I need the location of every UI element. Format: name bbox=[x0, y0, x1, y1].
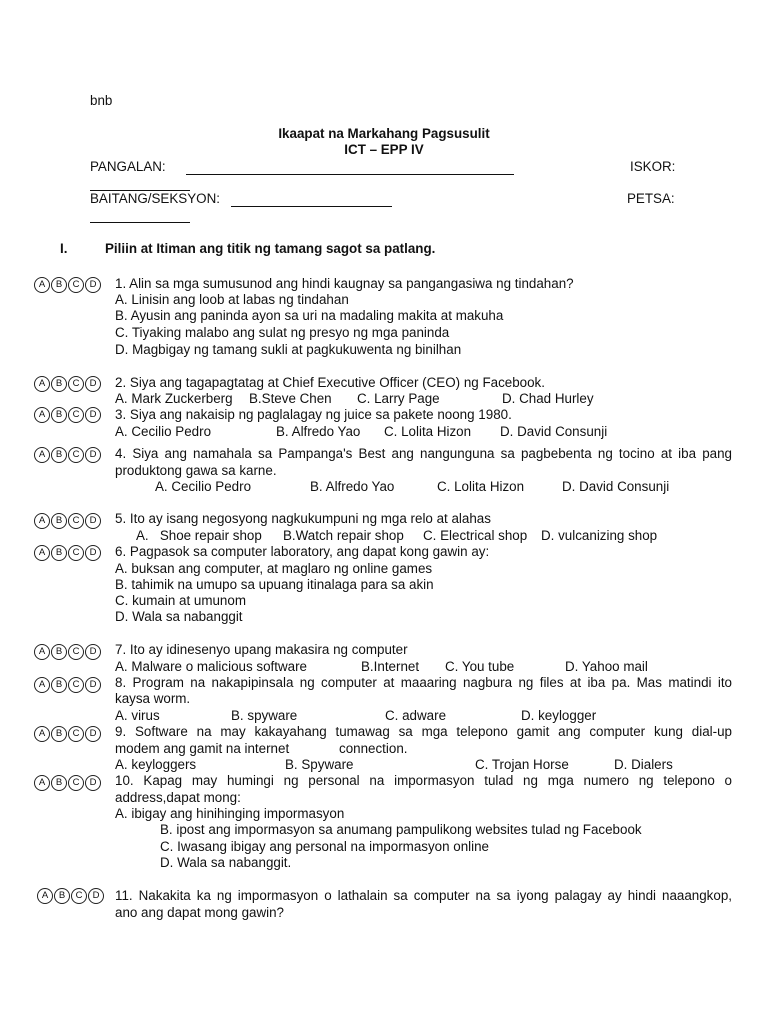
choice-6a: A. buksan ang computer, at maglaro ng online games bbox=[115, 561, 433, 576]
choice-9c: C. Trojan Horse bbox=[475, 757, 569, 772]
choice-8d: D. keylogger bbox=[521, 708, 597, 723]
question-10-line2: address,dapat mong: bbox=[115, 790, 241, 805]
name-label: PANGALAN: bbox=[90, 159, 166, 174]
bubble-b[interactable]: B bbox=[51, 644, 67, 660]
bubble-d[interactable]: D bbox=[85, 726, 101, 742]
bubble-b[interactable]: B bbox=[51, 407, 67, 423]
choice-3a: A. Cecilio Pedro bbox=[115, 424, 212, 439]
bubble-b[interactable]: B bbox=[51, 775, 67, 791]
question-3: 3. Siya ang nakaisip ng paglalagay ng juice sa pakete noong 1980. bbox=[115, 407, 512, 422]
choice-6d: D. Wala sa nabanggit bbox=[115, 609, 243, 624]
choice-9b: B. Spyware bbox=[285, 757, 354, 772]
bubble-c[interactable]: C bbox=[68, 376, 84, 392]
bubble-a[interactable]: A bbox=[37, 888, 53, 904]
choice-5b: B.Watch repair shop bbox=[283, 528, 404, 543]
choice-7c: C. You tube bbox=[445, 659, 515, 674]
question-11-line1: 11. Nakakita ka ng impormasyon o lathalain sa computer na sa iyong palagay ay hindi naaangkop, bbox=[115, 888, 732, 903]
choice-4c: C. Lolita Hizon bbox=[437, 479, 525, 494]
choice-4d: D. David Consunji bbox=[562, 479, 670, 494]
bubble-c[interactable]: C bbox=[68, 644, 84, 660]
choice-9a: A. keyloggers bbox=[115, 757, 197, 772]
bubble-d[interactable]: D bbox=[85, 513, 101, 529]
bubble-d[interactable]: D bbox=[85, 677, 101, 693]
choice-2b: B.Steve Chen bbox=[249, 391, 332, 406]
bubble-a[interactable]: A bbox=[34, 775, 50, 791]
score-label: ISKOR: bbox=[630, 159, 676, 174]
choice-8b: B. spyware bbox=[231, 708, 298, 723]
bubble-b[interactable]: B bbox=[51, 513, 67, 529]
choice-9d: D. Dialers bbox=[614, 757, 673, 772]
question-8-line2: kaysa worm. bbox=[115, 691, 191, 706]
bubble-c[interactable]: C bbox=[68, 407, 84, 423]
choice-5d: D. vulcanizing shop bbox=[541, 528, 658, 543]
choice-1a: A. Linisin ang loob at labas ng tindahan bbox=[115, 292, 349, 307]
section-instruction: Piliin at Itiman ang titik ng tamang sagot sa patlang. bbox=[105, 241, 436, 256]
choice-10d: D. Wala sa nabanggit. bbox=[160, 855, 292, 870]
bubble-d[interactable]: D bbox=[85, 447, 101, 463]
answer-bubbles-q9[interactable] bbox=[34, 726, 101, 742]
choice-3c: C. Lolita Hizon bbox=[384, 424, 472, 439]
answer-bubbles-q3[interactable] bbox=[34, 407, 101, 423]
answer-bubbles-q1[interactable] bbox=[34, 277, 101, 293]
bubble-a[interactable]: A bbox=[34, 726, 50, 742]
bubble-a[interactable]: A bbox=[34, 644, 50, 660]
bubble-c[interactable]: C bbox=[68, 545, 84, 561]
bubble-c[interactable]: C bbox=[71, 888, 87, 904]
choice-7b: B.Internet bbox=[361, 659, 420, 674]
choice-8c: C. adware bbox=[385, 708, 447, 723]
question-9-line2b: connection. bbox=[339, 741, 408, 756]
bubble-a[interactable]: A bbox=[34, 447, 50, 463]
choice-2d: D. Chad Hurley bbox=[502, 391, 594, 406]
bubble-d[interactable]: D bbox=[85, 775, 101, 791]
bubble-d[interactable]: D bbox=[85, 644, 101, 660]
choice-5a: A. Shoe repair shop bbox=[136, 528, 262, 543]
exam-subject: ICT – EPP IV bbox=[344, 142, 424, 157]
header-note: bnb bbox=[90, 93, 113, 108]
answer-bubbles-q5[interactable] bbox=[34, 513, 101, 529]
choice-1c: C. Tiyaking malabo ang sulat ng presyo ng mga paninda bbox=[115, 325, 450, 340]
bubble-c[interactable]: C bbox=[68, 775, 84, 791]
answer-bubbles-q2[interactable] bbox=[34, 376, 101, 392]
choice-10a: A. ibigay ang hinihinging impormasyon bbox=[115, 806, 345, 821]
choice-7a: A. Malware o malicious software bbox=[115, 659, 308, 674]
choice-4b: B. Alfredo Yao bbox=[310, 479, 395, 494]
bubble-d[interactable]: D bbox=[85, 277, 101, 293]
choice-5c: C. Electrical shop bbox=[423, 528, 528, 543]
section-number: I. bbox=[60, 241, 68, 256]
bubble-b[interactable]: B bbox=[51, 726, 67, 742]
bubble-b[interactable]: B bbox=[51, 677, 67, 693]
question-9-line2a: modem ang gamit na internet bbox=[115, 741, 290, 756]
answer-bubbles-q10[interactable] bbox=[34, 775, 101, 791]
answer-bubbles-q6[interactable] bbox=[34, 545, 101, 561]
bubble-a[interactable]: A bbox=[34, 277, 50, 293]
date-label: PETSA: bbox=[627, 191, 675, 206]
answer-bubbles-q7[interactable] bbox=[34, 644, 101, 660]
question-8-line1: 8. Program na nakapipinsala ng computer at maaaring nagbura ng files at iba pa. Mas matindi ito bbox=[115, 675, 732, 690]
choice-3d: D. David Consunji bbox=[500, 424, 608, 439]
bubble-d[interactable]: D bbox=[88, 888, 104, 904]
bubble-c[interactable]: C bbox=[68, 277, 84, 293]
bubble-b[interactable]: B bbox=[51, 545, 67, 561]
bubble-a[interactable]: A bbox=[34, 376, 50, 392]
bubble-d[interactable]: D bbox=[85, 376, 101, 392]
choice-1d: D. Magbigay ng tamang sukli at pagkukuwenta ng binilhan bbox=[115, 342, 462, 357]
answer-bubbles-q4[interactable] bbox=[34, 447, 101, 463]
bubble-d[interactable]: D bbox=[85, 407, 101, 423]
choice-6c: C. kumain at umunom bbox=[115, 593, 246, 608]
bubble-b[interactable]: B bbox=[51, 447, 67, 463]
question-6: 6. Pagpasok sa computer laboratory, ang dapat kong gawin ay: bbox=[115, 544, 490, 559]
answer-bubbles-q8[interactable] bbox=[34, 677, 101, 693]
question-1: 1. Alin sa mga sumusunod ang hindi kaugnay sa pangangasiwa ng tindahan? bbox=[115, 276, 574, 291]
section-label: BAITANG/SEKSYON: bbox=[90, 191, 220, 206]
bubble-b[interactable]: B bbox=[51, 376, 67, 392]
question-5: 5. Ito ay isang negosyong nagkukumpuni ng mga relo at alahas bbox=[115, 511, 491, 526]
section-blank[interactable] bbox=[231, 206, 392, 207]
choice-2a: A. Mark Zuckerberg bbox=[115, 391, 233, 406]
question-10-line1: 10. Kapag may humingi ng personal na impormasyon tulad ng mga numero ng telepono o bbox=[115, 773, 732, 788]
bubble-a[interactable]: A bbox=[34, 545, 50, 561]
bubble-c[interactable]: C bbox=[68, 726, 84, 742]
bubble-b[interactable]: B bbox=[51, 277, 67, 293]
bubble-a[interactable]: A bbox=[34, 513, 50, 529]
choice-1b: B. Ayusin ang paninda ayon sa uri na madaling makita at makuha bbox=[115, 308, 504, 323]
question-7: 7. Ito ay idinesenyo upang makasira ng computer bbox=[115, 642, 408, 657]
exam-title: Ikaapat na Markahang Pagsusulit bbox=[278, 126, 490, 141]
question-11-line2: ano ang dapat mong gawin? bbox=[115, 905, 285, 920]
answer-bubbles-q11[interactable] bbox=[37, 888, 104, 904]
question-2: 2. Siya ang tagapagtatag at Chief Executive Officer (CEO) ng Facebook. bbox=[115, 375, 545, 390]
choice-6b: B. tahimik na umupo sa upuang itinalaga para sa akin bbox=[115, 577, 434, 592]
choice-4a: A. Cecilio Pedro bbox=[155, 479, 252, 494]
bubble-a[interactable]: A bbox=[34, 407, 50, 423]
choice-10c: C. Iwasang ibigay ang personal na impormasyon online bbox=[160, 839, 490, 854]
choice-10b: B. ipost ang impormasyon sa anumang pampulikong websites tulad ng Facebook bbox=[160, 822, 642, 837]
question-9-line1: 9. Software na may kakayahang tumawag sa mga telepono gamit ang computer kung dial-up bbox=[115, 724, 732, 739]
name-blank[interactable] bbox=[186, 174, 514, 175]
question-4-line2: produktong gawa sa karne. bbox=[115, 463, 277, 478]
bubble-c[interactable]: C bbox=[68, 513, 84, 529]
date-blank[interactable] bbox=[90, 222, 190, 223]
bubble-a[interactable]: A bbox=[34, 677, 50, 693]
choice-7d: D. Yahoo mail bbox=[565, 659, 648, 674]
bubble-c[interactable]: C bbox=[68, 447, 84, 463]
bubble-c[interactable]: C bbox=[68, 677, 84, 693]
question-4-line1: 4. Siya ang namahala sa Pampanga's Best ang nangunguna sa pagbebenta ng tocino at iba pang bbox=[115, 446, 732, 461]
choice-2c: C. Larry Page bbox=[357, 391, 440, 406]
bubble-d[interactable]: D bbox=[85, 545, 101, 561]
choice-8a: A. virus bbox=[115, 708, 160, 723]
choice-3b: B. Alfredo Yao bbox=[276, 424, 361, 439]
bubble-b[interactable]: B bbox=[54, 888, 70, 904]
